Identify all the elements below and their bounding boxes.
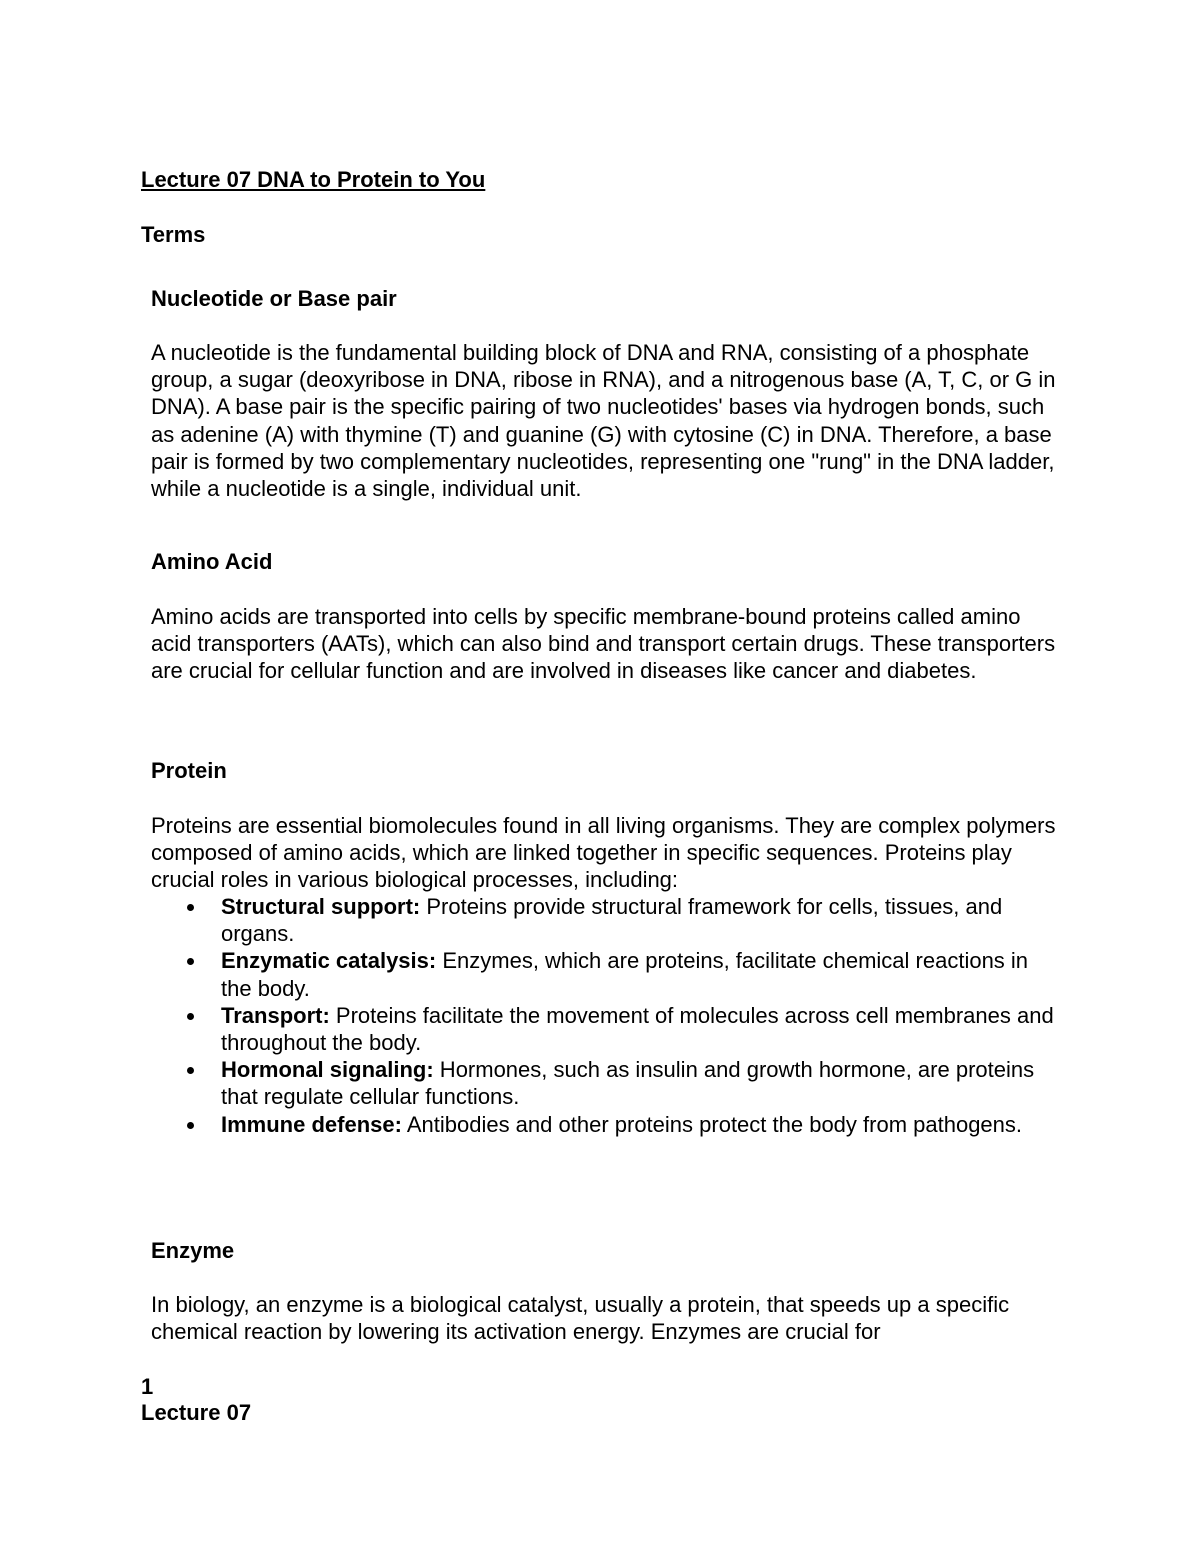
term-heading-amino-acid: Amino Acid <box>151 549 273 574</box>
protein-roles-list <box>151 893 1056 1138</box>
role-term: Structural support: <box>221 894 421 919</box>
term-heading-enzyme: Enzyme <box>151 1238 235 1263</box>
role-text: Proteins provide structural framework for cells, tissues, and organs. <box>221 894 1003 947</box>
role-term: Hormonal signaling: <box>221 1057 434 1083</box>
term-body-amino-acid: Amino acids are transported into cells by specific membrane-bound proteins called amino acid transporters (AATs), which can also bind and transport certain drugs. These transporters are crucial for cellular function and are involved in diseases like cancer and diabetes. <box>151 604 1056 684</box>
bullet-icon <box>187 1067 194 1074</box>
term-body-protein: Proteins are essential biomolecules found in all living organisms. They are complex polymers composed of amino acids, which are linked together in specific sequences. Proteins play crucial roles in various biological processes, including: <box>151 813 1056 893</box>
bullet-icon <box>187 1122 194 1129</box>
bullet-icon <box>187 958 194 965</box>
term-heading-protein: Protein <box>151 758 227 783</box>
role-term: Enzymatic catalysis: <box>221 948 437 974</box>
bullet-icon <box>187 1013 194 1020</box>
footer-label: Lecture 07 <box>141 1400 252 1425</box>
role-text: Enzymes, which are proteins, facilitate chemical reactions in the body. <box>221 948 1029 1001</box>
role-term: Transport: <box>221 1002 330 1028</box>
bullet-icon <box>187 904 194 911</box>
page-number: 1 <box>141 1374 154 1399</box>
list-item <box>151 1002 1056 1056</box>
section-heading-terms: Terms <box>141 222 206 247</box>
list-item <box>151 1056 1056 1110</box>
term-body-nucleotide: A nucleotide is the fundamental building block of DNA and RNA, consisting of a phosphate group, a sugar (deoxyribose in DNA, ribose in RNA), and a nitrogenous base (A, T, C, or G in DNA). A base pair is the specific pairing of two nucleotides' bases via hydrogen bonds, such as adenine (A) with thymine (T) and guanine (G) with cytosine (C) in DNA. Therefore, a base pair is formed by two complementary nucleotides, representing one "rung" in the DNA ladder, while a nucleotide is a single, individual unit. <box>151 340 1056 502</box>
role-text: Hormones, such as insulin and growth hormone, are proteins that regulate cellular functions. <box>221 1057 1035 1110</box>
document-title: Lecture 07 DNA to Protein to You <box>141 167 486 192</box>
list-item <box>151 893 1056 947</box>
role-text: Proteins facilitate the movement of molecules across cell membranes and throughout the body. <box>221 1002 1054 1056</box>
term-body-enzyme: In biology, an enzyme is a biological catalyst, usually a protein, that speeds up a specific chemical reaction by lowering its activation energy. Enzymes are crucial for <box>151 1292 1010 1345</box>
term-heading-nucleotide: Nucleotide or Base pair <box>151 286 397 311</box>
list-item <box>151 1111 1056 1138</box>
list-item <box>151 947 1056 1001</box>
role-term: Immune defense: <box>221 1111 402 1137</box>
role-text: Antibodies and other proteins protect the body from pathogens. <box>401 1111 1023 1137</box>
